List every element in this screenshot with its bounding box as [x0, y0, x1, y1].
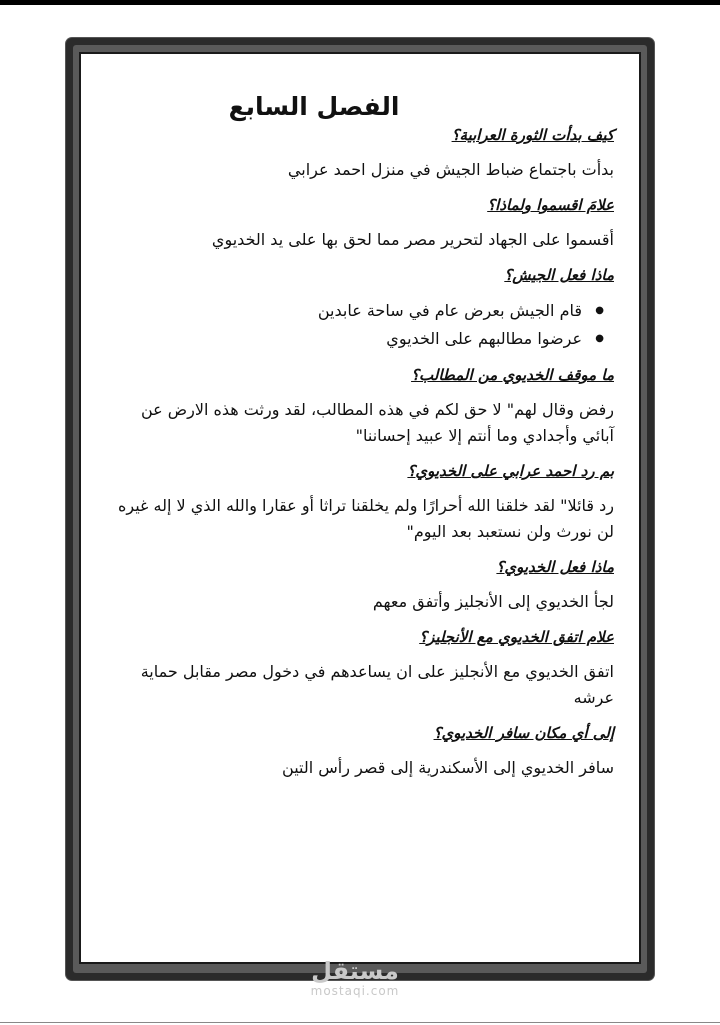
answer-5: رد قائلا" لقد خلقنا الله أحرارًا ولم يخلقنا تراثا أو عقارا والله الذي لا إله غيره لن نورث ولن نستعبد بعد اليوم"	[118, 496, 614, 541]
top-edge-bar	[0, 0, 720, 5]
chapter-title: الفصل السابع	[228, 92, 400, 121]
list-item: ● قام الجيش بعرض عام في ساحة عابدين	[108, 297, 582, 325]
watermark-logo: مستقل mostaqi.com	[310, 957, 400, 998]
question-8: إلى أي مكان سافر الخديوي؟	[433, 724, 614, 742]
question-5: بم رد احمد عرابي على الخديوي؟	[407, 462, 614, 480]
answer-8: سافر الخديوي إلى الأسكندرية إلى قصر رأس التين	[282, 758, 614, 777]
question-2: علامَ اقسموا ولماذا؟	[487, 196, 614, 214]
answer-1: بدأت باجتماع ضباط الجيش في منزل احمد عرابي	[287, 160, 614, 179]
question-3: ماذا فعل الجيش؟	[504, 266, 614, 284]
answer-2: أقسموا على الجهاد لتحرير مصر مما لحق بها على يد الخديوي	[211, 230, 614, 249]
question-6: ماذا فعل الخديوي؟	[496, 558, 614, 576]
bottom-edge-line	[0, 1022, 720, 1023]
answer-7: اتفق الخديوي مع الأنجليز على ان يساعدهم في دخول مصر مقابل حماية عرشه	[140, 662, 614, 707]
list-item: ● عرضوا مطالبهم على الخديوي	[108, 325, 582, 353]
answer-4: رفض وقال لهم" لا حق لكم في هذه المطالب، لقد ورثت هذه الارض عن آبائي وأجدادي وما أنتم إلا عبيد إحساننا"	[140, 400, 614, 445]
question-4: ما موقف الخديوي من المطالب؟	[411, 366, 614, 384]
question-7: علام اتفق الخديوي مع الأنجليز؟	[419, 628, 614, 646]
question-1: كيف بدأت الثورة العرابية؟	[451, 126, 614, 144]
answer-3-list	[108, 297, 614, 353]
answer-6: لجأ الخديوي إلى الأنجليز وأتفق معهم	[372, 592, 614, 611]
document-body	[108, 92, 614, 781]
